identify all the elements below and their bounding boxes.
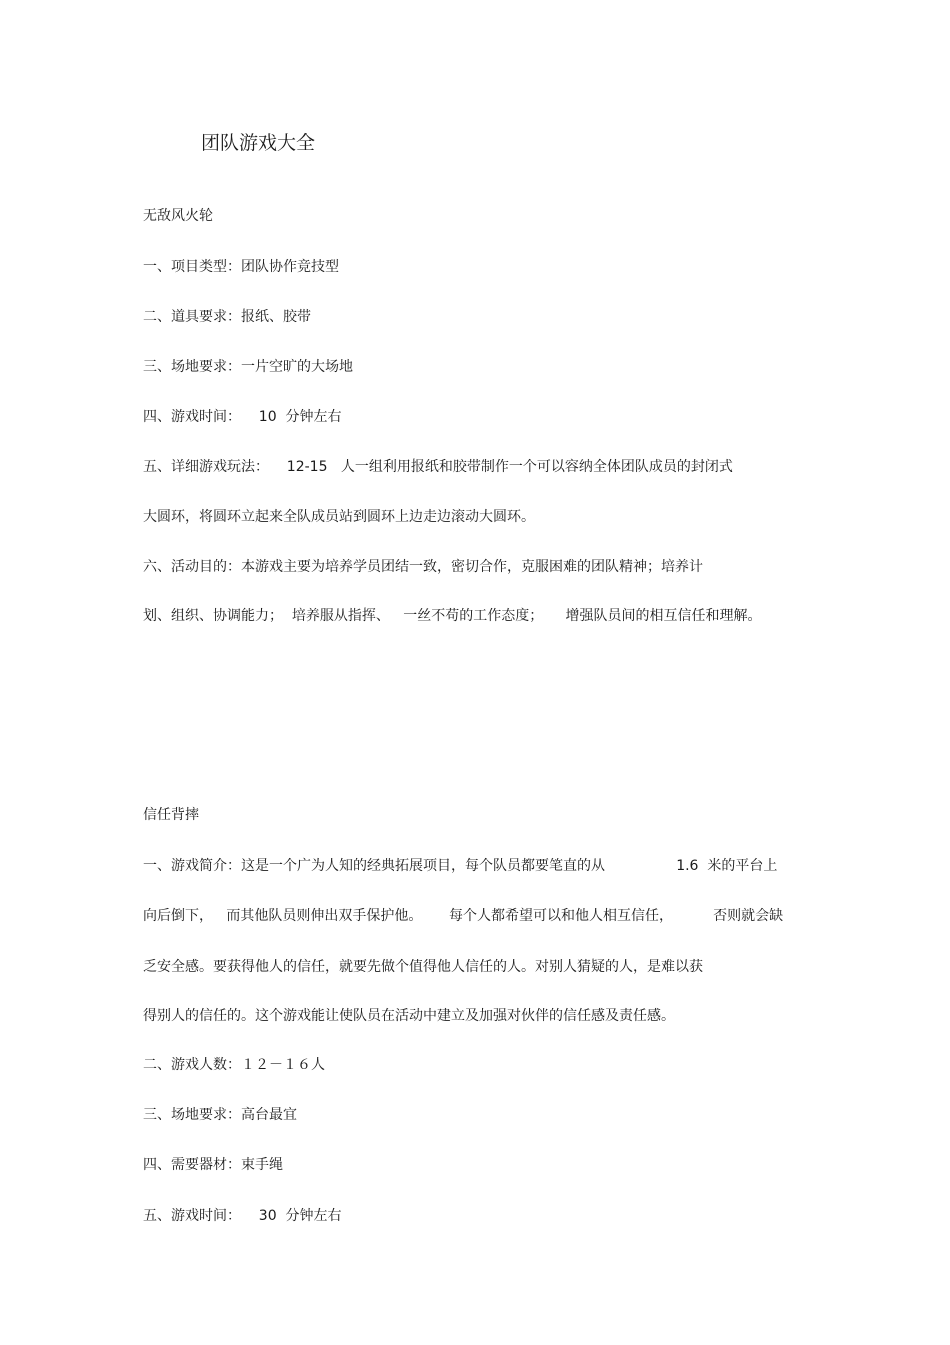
section-2-line-equipment: 四、需要器材：束手绳 bbox=[143, 1157, 283, 1173]
section-2-line-venue: 三、场地要求：高台最宜 bbox=[143, 1107, 297, 1123]
section-1-line-venue: 三、场地要求：一片空旷的大场地 bbox=[143, 359, 353, 375]
section-title-xinren-beishuai: 信任背摔 bbox=[143, 807, 199, 823]
section-title-wudi-fenghuolun: 无敌风火轮 bbox=[143, 208, 213, 224]
section-2-line-players: 二、游戏人数：１２－１６人 bbox=[143, 1057, 325, 1073]
section-1-line-project-type: 一、项目类型：团队协作竞技型 bbox=[143, 259, 339, 275]
section-1-line-gameplay-cont: 大圆环，将圆环立起来全队成员站到圆环上边走边滚动大圆环。 bbox=[143, 509, 535, 525]
section-1-line-purpose-cont: 划、组织、协调能力； 培养服从指挥、 一丝不苟的工作态度； 增强队员间的相互信任和理解。 bbox=[143, 608, 762, 624]
section-2-line-intro-cont-3: 得别人的信任的。这个游戏能让使队员在活动中建立及加强对伙伴的信任感及责任感。 bbox=[143, 1008, 675, 1024]
section-2-line-intro-cont-2: 乏安全感。要获得他人的信任，就要先做个值得他人信任的人。对别人猜疑的人，是难以获 bbox=[143, 959, 703, 975]
section-2-line-intro-cont-1: 向后倒下， 而其他队员则伸出双手保护他。 每个人都希望可以和他人相互信任， 否则就会缺 bbox=[143, 908, 784, 924]
section-1-line-duration: 四、游戏时间： 10 分钟左右 bbox=[143, 409, 342, 425]
section-1-line-props: 二、道具要求：报纸、胶带 bbox=[143, 309, 311, 325]
section-1-line-purpose: 六、活动目的：本游戏主要为培养学员团结一致，密切合作，克服困难的团队精神；培养计 bbox=[143, 559, 703, 575]
section-1-line-gameplay: 五、详细游戏玩法： 12-15 人一组利用报纸和胶带制作一个可以容纳全体团队成员的封闭式 bbox=[143, 459, 733, 475]
section-2-line-intro: 一、游戏简介：这是一个广为人知的经典拓展项目，每个队员都要笔直的从 1.6 米的平台上 bbox=[143, 858, 778, 874]
section-2-line-duration: 五、游戏时间： 30 分钟左右 bbox=[143, 1208, 342, 1224]
page-title: 团队游戏大全 bbox=[201, 132, 316, 154]
